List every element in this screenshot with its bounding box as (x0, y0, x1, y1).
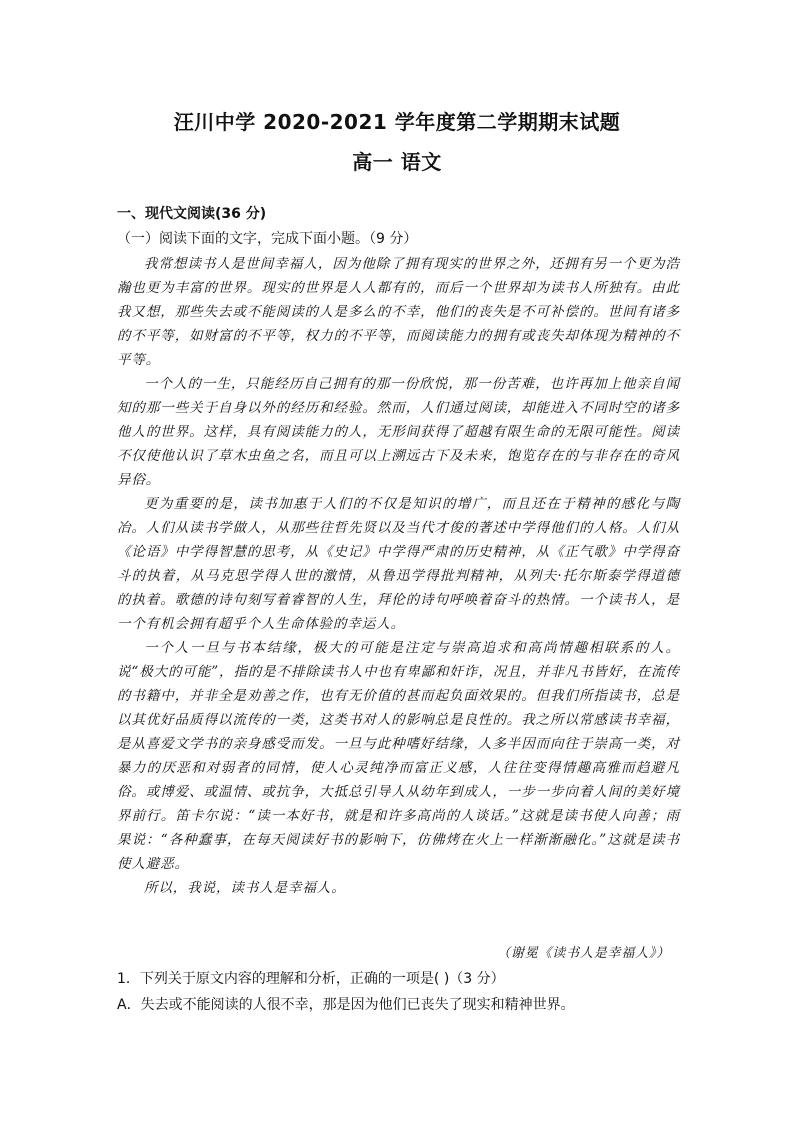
question-1-option-a: A．失去或不能阅读的人很不幸，那是因为他们已丧失了现实和精神世界。 (117, 997, 575, 1013)
section-heading: 一、现代文阅读(36 分) (117, 206, 267, 222)
reading-passage (117, 252, 680, 900)
exam-title: 汪川中学 2020-2021 学年度第二学期期末试题 (173, 110, 621, 134)
subsection-heading: （一）阅读下面的文字，完成下面小题。（9 分） (117, 231, 418, 247)
passage-paragraph-2: 一个人的一生，只能经历自己拥有的那一份欣悦，那一份苦难，也许再加上他亲自闻知的那一些关于自身以外的经历和经验。然而，人们通过阅读，却能进入不同时空的诸多他人的世界。这样，具有阅读能力的人，无形间获得了超越有限生命的无限可能性。阅读不仅使他认识了草木虫鱼之名，而且可以上溯远古下及未来，饱览存在的与非存在的奇风异俗。 (117, 376, 680, 488)
passage-paragraph-3: 更为重要的是，读书加惠于人们的不仅是知识的增广，而且还在于精神的感化与陶冶。人们从读书学做人，从那些往哲先贤以及当代才俊的著述中学得他们的人格。人们从《论语》中学得智慧的思考，从《史记》中学得严肃的历史精神，从《正气歌》中学得奋斗的执着，从马克思学得人世的激情，从鲁迅学得批判精神，从列夫·托尔斯泰学得道德的执着。歌德的诗句刻写着睿智的人生，拜伦的诗句呼唤着奋斗的热情。一个读书人，是一个有机会拥有超乎个人生命体验的幸运人。 (117, 496, 680, 632)
passage-source: （谢冕《读书人是幸福人》） (497, 946, 670, 961)
exam-subtitle: 高一 语文 (352, 150, 442, 174)
passage-paragraph-5: 所以，我说，读书人是幸福人。 (144, 880, 346, 896)
question-1-stem: 1．下列关于原文内容的理解和分析，正确的一项是( )（3 分） (117, 971, 505, 987)
passage-paragraph-4: 一个人一旦与书本结缘，极大的可能是注定与崇高追求和高尚情趣相联系的人。说“极大的可能”，指的是不排除读书人中也有卑鄙和奸诈，况且，并非凡书皆好，在流传的书籍中，并非全是劝善之作，也有无价值的甚而起负面效果的。但我们所指读书，总是以其优好品质得以流传的一类，这类书对人的影响总是良性的。我之所以常感读书幸福，是从喜爱文学书的亲身感受而发。一旦与此种嗜好结缘，人多半因而向往于崇高一类，对暴力的厌恶和对弱者的同情，使人心灵纯净而富正义感，人往往变得情趣高雅而趋避凡俗。或博爱、或温情、或抗争，大抵总引导人从幼年到成人，一步一步向着人间的美好境界前行。笛卡尔说：“读一本好书，就是和许多高尚的人谈话。”这就是读书使人向善；雨果说：“各种蠢事，在每天阅读好书的影响下，仿佛烤在火上一样渐渐融化。”这就是读书使人避恶。 (117, 640, 680, 872)
passage-paragraph-1: 我常想读书人是世间幸福人，因为他除了拥有现实的世界之外，还拥有另一个更为浩瀚也更为丰富的世界。现实的世界是人人都有的，而后一个世界却为读书人所独有。由此我又想，那些失去或不能阅读的人是多么的不幸，他们的丧失是不可补偿的。世间有诸多的不平等，如财富的不平等，权力的不平等，而阅读能力的拥有或丧失却体现为精神的不平等。 (117, 256, 680, 368)
